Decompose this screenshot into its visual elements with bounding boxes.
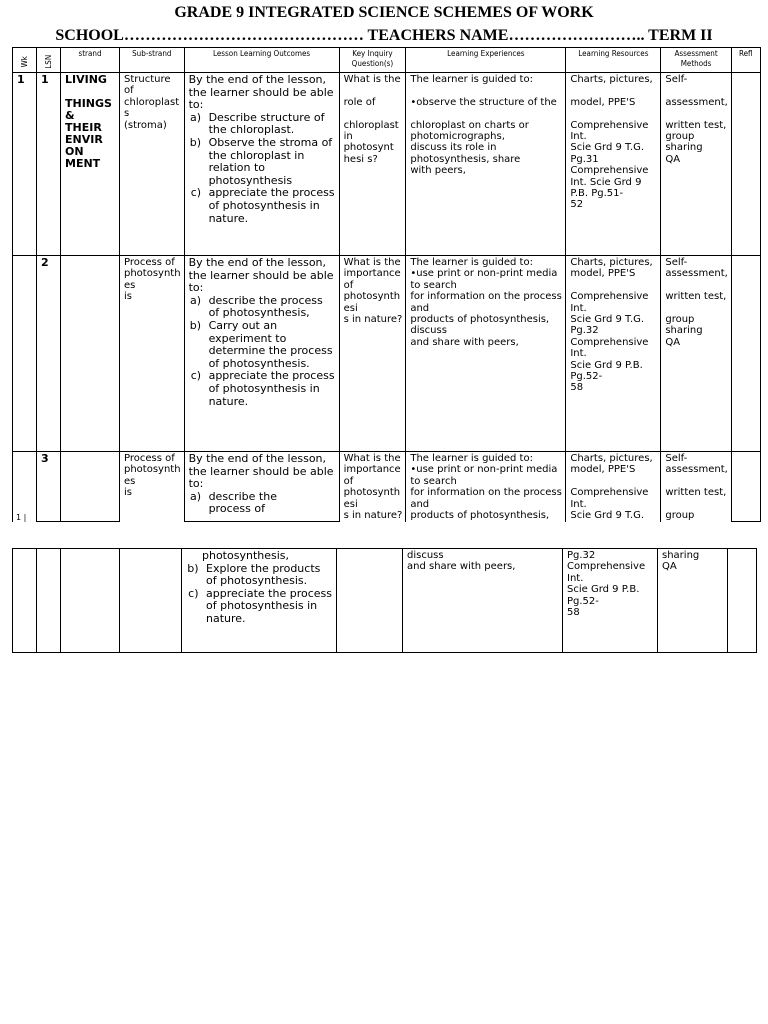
outcome-item: a. Describe structure of the chloroplast. — [205, 112, 336, 137]
cell-line: sharing — [665, 325, 703, 337]
col-header-reflection: Refl — [731, 48, 760, 73]
cell-line: Int. — [570, 498, 587, 510]
cell-line: assessment, — [665, 464, 728, 476]
cell-line: assessment, — [665, 96, 728, 108]
cell-line: photosynth — [124, 464, 181, 476]
table-row — [13, 549, 757, 653]
cell-line: QA — [665, 336, 681, 348]
cell-line: MENT — [65, 157, 101, 170]
cell-line — [410, 108, 562, 119]
cell-line: importance — [343, 464, 401, 476]
cell-line: QA — [665, 153, 681, 165]
cell-line: hesi s? — [343, 153, 378, 165]
outcomes-list — [189, 295, 336, 408]
substrand-cell — [120, 256, 185, 452]
cell-line: Charts, pictures, — [570, 74, 653, 85]
table-row — [13, 452, 761, 522]
inquiry-cell — [339, 452, 406, 522]
cell-line: ON — [65, 145, 84, 158]
cell-line: model, PPE'S — [570, 268, 636, 280]
cell-line: chloroplast — [124, 96, 180, 108]
cell-line: 58 — [570, 382, 584, 394]
cell-line: written test, — [665, 119, 727, 131]
cell-line: What is the — [343, 257, 401, 268]
strand-cell — [61, 256, 120, 452]
cell-line: to search — [410, 475, 457, 487]
lesson-cell: 3 — [37, 452, 61, 522]
cell-line: model, PPE'S — [570, 96, 636, 108]
cell-line — [665, 476, 727, 487]
outcome-item: b. Carry out an experiment to determine the process of photosynthesis. — [205, 320, 336, 370]
col-header-outcomes: Lesson Learning Outcomes — [184, 48, 339, 73]
cell-line: Int. — [567, 572, 584, 584]
cell-line: What is the — [343, 74, 401, 85]
outcome-continuation: photosynthesis, — [202, 549, 290, 562]
cell-line: (stroma) — [124, 119, 167, 131]
assessment-cell — [661, 73, 731, 256]
inquiry-cell — [339, 256, 406, 452]
reflection-cell — [731, 452, 760, 522]
cell-line: with peers, — [410, 165, 466, 177]
resources-cell — [566, 256, 661, 452]
cell-line: is — [124, 291, 132, 303]
assessment-cell — [658, 549, 728, 653]
cell-line — [665, 499, 727, 510]
cell-line: Scie Grd 9 T.G. — [570, 142, 645, 154]
cell-line: Scie Grd 9 P.B. — [567, 584, 640, 596]
scheme-table — [12, 47, 761, 522]
lesson-cell: 1 — [37, 73, 61, 256]
cell-line: Comprehensive — [570, 336, 649, 348]
cell-line: of — [343, 279, 354, 291]
experiences-cell — [403, 549, 563, 653]
cell-line: and — [410, 498, 430, 510]
cell-line: 58 — [567, 607, 580, 619]
substrand-cell — [120, 73, 185, 256]
resources-cell — [563, 549, 658, 653]
cell-line: written test, — [665, 487, 727, 499]
cell-line: Pg.52- — [567, 595, 599, 607]
substrand-cell — [120, 452, 185, 522]
outcomes-list — [189, 112, 336, 225]
inquiry-cell — [337, 549, 403, 653]
outcome-item: b. Explore the products of photosynthesis. — [202, 563, 333, 588]
cell-line: discuss — [407, 550, 444, 561]
cell-line: •use print or non-print media — [410, 464, 558, 476]
cell-line — [410, 85, 562, 96]
cell-line: What is the — [343, 453, 401, 464]
cell-line: Charts, pictures, — [570, 453, 653, 464]
scheme-table-continuation — [12, 548, 757, 653]
cell-line: sharing — [665, 142, 703, 154]
cell-line: Comprehensive — [567, 561, 646, 573]
outcome-item: c. appreciate the process of photosynthesis in nature. — [205, 187, 336, 225]
col-header-lsn: LSN — [37, 48, 61, 73]
cell-line: 52 — [570, 199, 584, 211]
resources-cell — [566, 452, 661, 522]
cell-line: THINGS — [65, 97, 112, 110]
cell-line: products of photosynthesis, — [410, 314, 550, 326]
lesson-cell: 2 — [37, 256, 61, 452]
cell-line: Scie Grd 9 P.B. — [570, 359, 643, 371]
cell-line: group — [665, 131, 695, 143]
cell-line: THEIR — [65, 121, 102, 134]
substrand-cell — [120, 549, 182, 653]
cell-line: Pg.32 — [567, 550, 596, 561]
outcomes-cell — [182, 549, 337, 653]
cell-line: importance — [343, 268, 401, 280]
cell-line: photosynth — [343, 487, 401, 499]
table-row — [13, 256, 761, 452]
cell-line: photosynth — [343, 291, 401, 303]
cell-line: P.B. Pg.51- — [570, 188, 624, 200]
cell-line: Comprehensive — [570, 119, 649, 131]
strand-cell — [61, 73, 120, 256]
cell-line: Structure — [124, 74, 171, 85]
cell-line: Pg.52- — [570, 371, 603, 383]
cell-line: Charts, pictures, — [570, 257, 653, 268]
cell-line: photosynthesis, share — [410, 153, 521, 165]
cell-line: assessment, — [665, 268, 728, 280]
week-cell — [13, 256, 37, 452]
cell-line — [665, 303, 727, 314]
cell-line — [344, 85, 403, 96]
cell-line — [665, 85, 727, 96]
cell-line: LIVING — [65, 73, 107, 86]
cell-line: for information on the process — [410, 487, 562, 499]
cell-line — [570, 280, 657, 291]
cell-line: QA — [662, 561, 677, 573]
cell-line: Process of — [124, 453, 175, 464]
cell-line: Process of — [124, 257, 175, 268]
cell-line: role of — [343, 96, 376, 108]
outcome-item: c. appreciate the process of photosynthesis in nature. — [205, 370, 336, 408]
outcome-item: a. describe the process of photosynthesis, — [205, 295, 336, 320]
cell-line: •use print or non-print media — [410, 268, 558, 280]
cell-line: photosynt — [343, 142, 394, 154]
col-header-substrand: Sub-strand — [120, 48, 185, 73]
outcomes-cell — [184, 452, 339, 522]
cell-line: products of photosynthesis, — [410, 510, 550, 522]
cell-line: ENVIR — [65, 133, 103, 146]
cell-line: Pg.31 — [570, 153, 599, 165]
cell-line: to search — [410, 279, 457, 291]
cell-line: discuss its role in — [410, 142, 497, 154]
cell-line: Self- — [665, 453, 688, 464]
cell-line: The learner is guided to: — [410, 74, 533, 85]
cell-line: esi — [343, 302, 358, 314]
col-header-wk: Wk — [13, 48, 37, 73]
cell-line: s — [124, 108, 130, 120]
cell-line: s in nature? — [343, 314, 403, 326]
cell-line: and — [410, 302, 430, 314]
cell-line: sharing — [662, 550, 700, 561]
cell-line: Int. — [570, 348, 587, 360]
outcomes-list — [186, 563, 333, 626]
cell-line — [570, 476, 657, 487]
cell-line — [665, 280, 727, 291]
week-cell: 1 — [13, 73, 37, 256]
cell-line: chloroplast on charts or — [410, 119, 529, 131]
cell-line: •observe the structure of the — [410, 96, 557, 108]
page-number: 1 | — [16, 513, 27, 522]
outcomes-intro: By the end of the lesson, the learner should be able to: — [188, 452, 334, 491]
cell-line: The learner is guided to: — [410, 453, 533, 464]
col-header-strand: strand — [61, 48, 120, 73]
cell-line: Comprehensive — [570, 291, 649, 303]
cell-line: discuss — [410, 325, 447, 337]
reflection-cell — [731, 256, 760, 452]
cell-line: for information on the process — [410, 291, 562, 303]
cell-line: model, PPE'S — [570, 464, 636, 476]
reflection-cell — [728, 549, 757, 653]
cell-line: Int. — [570, 302, 587, 314]
cell-line: Int. Scie Grd 9 — [570, 176, 642, 188]
cell-line: written test, — [665, 291, 727, 303]
week-cell — [13, 549, 37, 653]
assessment-cell — [661, 256, 731, 452]
cell-line — [570, 108, 657, 119]
strand-cell — [61, 549, 120, 653]
experiences-cell — [406, 256, 566, 452]
cell-line: Scie Grd 9 T.G. — [570, 314, 645, 326]
outcomes-list — [189, 491, 336, 516]
cell-line: Comprehensive — [570, 487, 649, 499]
col-header-inquiry: Key Inquiry Question(s) — [339, 48, 406, 73]
cell-line: Pg.32 — [570, 325, 599, 337]
cell-line: Self- — [665, 74, 688, 85]
cell-line: is — [124, 487, 132, 499]
col-header-assessment: Assessment Methods — [661, 48, 731, 73]
cell-line: photomicrographs, — [410, 131, 505, 143]
cell-line: chloroplast — [343, 119, 399, 131]
cell-line: es — [124, 475, 136, 487]
resources-cell — [566, 73, 661, 256]
cell-line: in — [343, 131, 353, 143]
outcome-item: a. describe the process of — [205, 491, 336, 516]
strand-cell — [61, 452, 120, 522]
cell-line: of — [343, 475, 354, 487]
experiences-cell — [406, 452, 566, 522]
outcome-item: c. appreciate the process of photosynthesis in nature. — [202, 588, 333, 626]
cell-line: group — [665, 510, 695, 522]
outcome-item: b. Observe the stroma of the chloroplast in relation to photosynthesis — [205, 137, 336, 187]
cell-line: Scie Grd 9 T.G. — [570, 510, 645, 522]
cell-line: group — [665, 314, 695, 326]
outcomes-intro: By the end of the lesson, the learner should be able to: — [188, 73, 334, 112]
cell-line: Self- — [665, 257, 688, 268]
outcomes-intro: By the end of the lesson, the learner should be able to: — [188, 256, 334, 295]
cell-line: Int. — [570, 131, 587, 143]
cell-line: photosynth — [124, 268, 181, 280]
cell-line: and share with peers, — [410, 336, 519, 348]
cell-line: es — [124, 279, 136, 291]
cell-line: Comprehensive — [570, 165, 649, 177]
table-row — [13, 73, 761, 256]
outcomes-cell — [184, 73, 339, 256]
col-header-resources: Learning Resources — [566, 48, 661, 73]
cell-line: The learner is guided to: — [410, 257, 533, 268]
reflection-cell — [731, 73, 760, 256]
cell-line: of — [124, 85, 134, 97]
lesson-cell — [37, 549, 61, 653]
inquiry-cell — [339, 73, 406, 256]
assessment-cell — [661, 452, 731, 522]
cell-line — [344, 108, 403, 119]
cell-line: s in nature? — [343, 510, 403, 522]
cell-line: esi — [343, 498, 358, 510]
experiences-cell — [406, 73, 566, 256]
cell-line: & — [65, 109, 75, 122]
document-subtitle: SCHOOL……………………………………… TEACHERS NAME…………………….. TERM II — [55, 27, 713, 44]
cell-line — [570, 85, 657, 96]
cell-line — [665, 108, 727, 119]
outcomes-cell — [184, 256, 339, 452]
header-row — [13, 48, 761, 73]
cell-line: and share with peers, — [407, 561, 516, 573]
document-title: GRADE 9 INTEGRATED SCIENCE SCHEMES OF WORK — [174, 4, 594, 21]
col-header-experiences: Learning Experiences — [406, 48, 566, 73]
week-cell — [13, 452, 37, 522]
